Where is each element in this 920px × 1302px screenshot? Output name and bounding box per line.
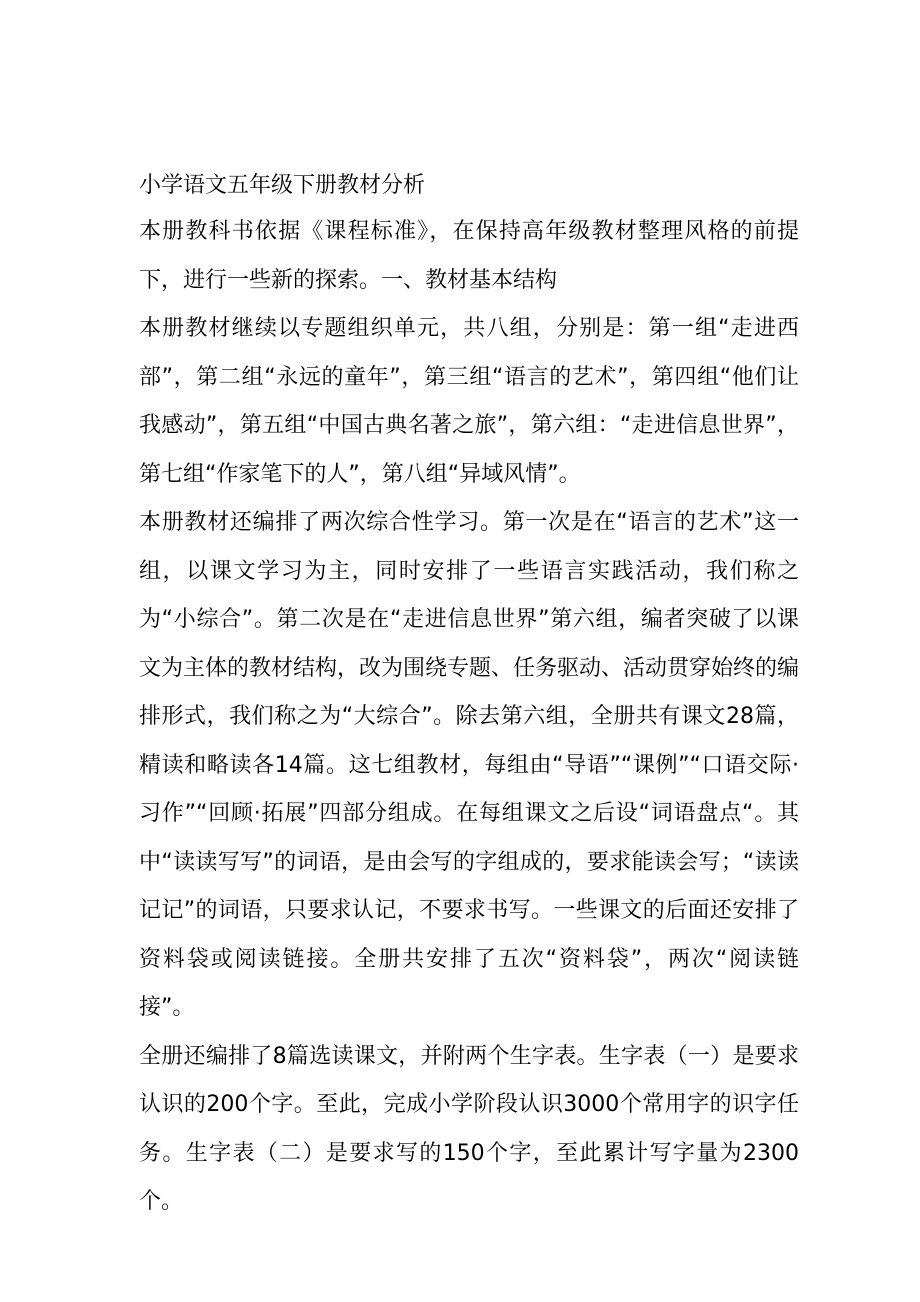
paragraph-intro: 本册教科书依据《课程标准》，在保持高年级教材整理风格的前提下，进行一些新的探索。一、教材基本结构 [139, 219, 799, 293]
paragraph-structure: 本册教材继续以专题组织单元，共八组，分别是：第一组“走进西部”，第二组“永远的童年”，第三组“语言的艺术”，第四组“他们让我感动”，第五组“中国古典名著之旅”，第六组：“走进信息世界”，第七组“作家笔下的人”，第八组“异域风情”。 [139, 316, 799, 487]
paragraph-integrated-learning: 本册教材还编排了两次综合性学习。第一次是在“语言的艺术”这一组，以课文学习为主，同时安排了一些语言实践活动，我们称之为“小综合”。第二次是在“走进信息世界”第六组，编者突破了以课文为主体的教材结构，改为围绕专题、任务驱动、活动贯穿始终的编排形式，我们称之为“大综合”。除去第六组，全册共有课文28篇，精读和略读各14篇。这七组教材，每组由“导语”“课例”“口语交际·习作”“回顾·拓展”四部分组成。在每组课文之后设“词语盘点“。其中“读读写写”的词语，是由会写的字组成的，要求能读会写；“读读记记”的词语，只要求认记，不要求书写。一些课文的后面还安排了资料袋或阅读链接。全册共安排了五次“资料袋”，两次“阅读链接”。 [139, 510, 800, 1020]
document-body [139, 164, 799, 1227]
document-title: 小学语文五年级下册教材分析 [139, 173, 426, 198]
paragraph-character-tables: 全册还编排了8篇选读课文，并附两个生字表。生字表（一）是要求认识的200个字。至此，完成小学阶段认识3000个常用字的识字任务。生字表（二）是要求写的150个字，至此累计写字量为2300个。 [139, 1043, 799, 1214]
